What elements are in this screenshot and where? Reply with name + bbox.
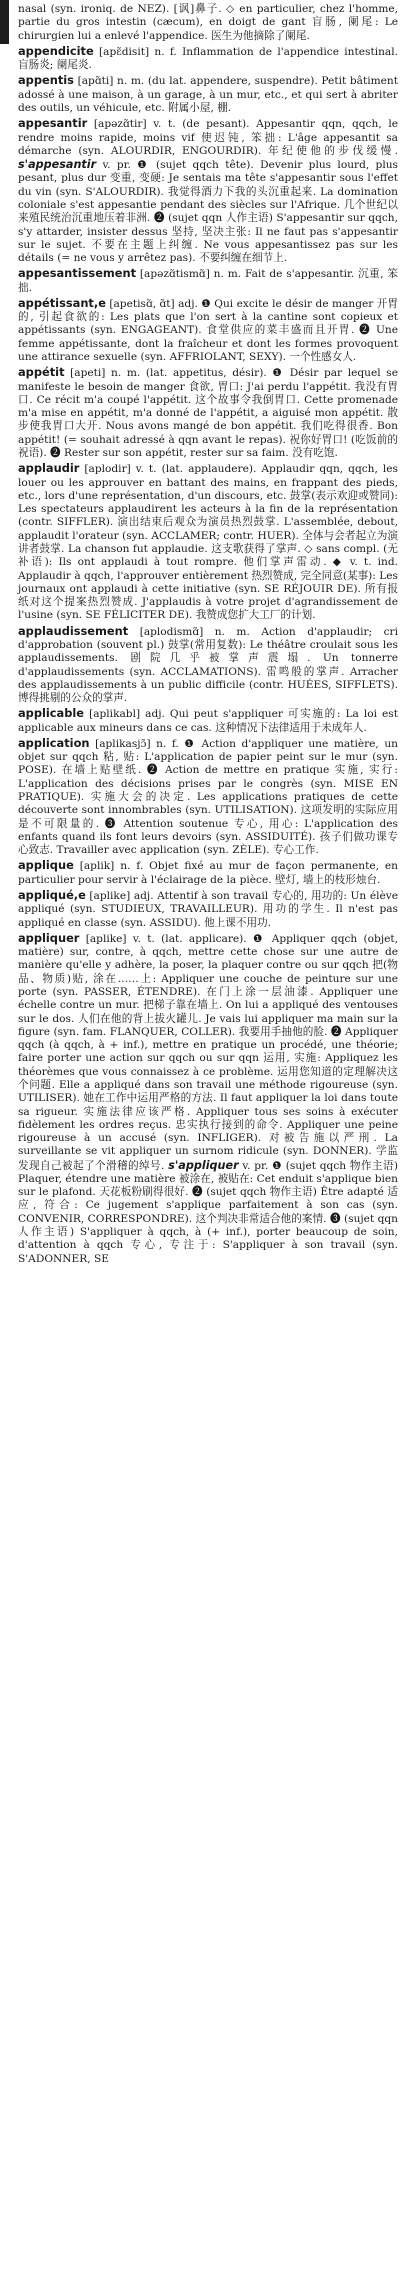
entry-application — [18, 736, 398, 858]
entry-text: v. pr. ❶ (sujet qqch tête). Devenir plus lourd, plus pesant, plus dur 变重, 变硬: Je sentais ma tête s'appesantir sous l'effet du vin (syn. S'ALOURDIR). 我觉得酒力下我的头沉重起来. La domination coloniale s'est appesantie pendant des siècles sur l'Afrique. 几个世纪以来殖民统治沉重地压着非洲. ❷ (sujet qqn 人作主语) S'appesantir sur qqch, s'y attarder, insister dessus 坚持, 坚决主张: Il ne faut pas s'appesantir sur le sujet. 不要在主题上纠缠. Ne vous appesantissez pas sur les détails (= ne vous y arrêtez pas). 不要纠缠在细节上. — [18, 159, 398, 265]
entry-applique-adj — [18, 888, 398, 930]
entry-text: [apəzɑ̃tir] v. t. (de pesant). Appesantir qqn, qqch, le rendre moins rapide, moins vif 使迟钝, 笨拙: L'âge appesantit sa démarche (syn. ALOURDIR, ENGOURDIR). 年纪使他的步伐缓慢. — [18, 118, 398, 157]
headword: applicable — [18, 706, 85, 721]
entry-text: nasal (syn. ironiq. de NEZ). [讽]鼻子. ◇ en particulier, chez l'homme, partie du gros intestin (cæcum), en doigt de gant 盲肠, 阑尾: Le chirurgien lui a enlevé l'appendice. 医生为他摘除了阑尾. — [18, 3, 398, 42]
headword: appétissant,e — [18, 295, 106, 310]
entry-text: [aplike] v. t. (lat. applicare). ❶ Appliquer qqch (objet, matière) sur, contre, à qqch, mettre cette chose sur une autre de manière qu'elle y adhère, la poser, la plaquer contre ou sur qqch 把(物品、物质)贴, 涂在……上: Appliquer une couche de peinture sur une porte (syn. PASSER, ÉTENDRE). 在门上涂一层油漆. Appliquer une échelle contre un mur. 把梯子靠在墙上. On lui a appliqué des ventouses sur le dos. 人们在他的背上拔火罐儿. Je vais lui appliquer ma main sur la figure (syn. fam. FLANQUER, COLLER). 我要用手抽他的脸. ❷ Appliquer qqch (à qqch, à + inf.), mettre en pratique un procédé, une théorie; faire porter une action sur qqch ou sur qqn 运用, 实施: Appliquez les théorèmes que vous connaissez à ce problème. 运用您知道的定理解决这个问题. Elle a appliqué dans son travail une méthode rigoureuse (syn. UTILISER). 她在工作中运用严格的方法. Il faut appliquer la loi dans toute sa rigueur. 实施法律应该严格. Appliquer tous ses soins à exécuter fidèlement les ordres reçus. 忠实执行接到的命令. Appliquer une peine rigoureuse à un accusé (syn. INFLIGER). 对被告施以严刑. La surveillante se vit appliquer un surnom ridicule (syn. DONNER). 学监发现自己被起了个滑稽的绰号. — [18, 932, 399, 1172]
entry-appetit — [18, 365, 398, 460]
headword: applique — [18, 858, 74, 873]
entry-text: [apəzɑ̃tismɑ̃] n. m. Fait de s'appesantir. 沉重, 笨拙. — [18, 268, 398, 294]
headword: appesantir — [18, 116, 88, 131]
page-edge-tab — [0, 0, 9, 44]
entry-appentis — [18, 73, 398, 115]
sub-headword: s'appesantir — [18, 158, 97, 172]
entry-text: [aplodismɑ̃] n. m. Action d'applaudir; cri d'approbation (souvent pl.) 鼓掌(常用复数): Le théâtre croulait sous les applaudissements. 剧院几乎被掌声震塌. Un tonnerre d'applaudissements (syn. ACCLAMATIONS). 雷鸣般的掌声. Arracher des applaudissements à un public difficile (contr. HUÉES, SIFFLETS). 博得挑剔的公众的掌声. — [18, 625, 398, 705]
entry-appliquer — [18, 931, 398, 1266]
entry-appesantissement — [18, 266, 398, 295]
entry-text: [aplodir] v. t. (lat. applaudere). Applaudir qqn, qqch, les louer ou les approuver en battant des mains, en frappant des pieds, etc., lors d'une représentation, d'un discours, etc. 鼓掌(表示欢迎或赞同): Les spectateurs applaudirent les acteurs à la fin de la représentation (contr. SIFFLER). 演出结束后观众为演员热烈鼓掌. L'assemblée, debout, applaudit l'orateur (syn. ACCLAMER; contr. HUER). 全体与会者起立为演讲者鼓掌. La chanson fut applaudie. 这支歌获得了掌声. ◇ sans compl. (无补语): Ils ont applaudi à tout rompre. 他们掌声雷动. ◆ v. t. ind. Applaudir à qqch, l'approuver entièrement 热烈赞成, 完全同意(某事): Les journaux ont applaudi à cette initiative (syn. SE RÉJOUIR DE). 所有报纸对这个提案热烈赞成. J'applaudis à votre projet d'agrandissement de l'usine (syn. SE FÉLICITER DE). 我赞成您扩大工厂的计划. — [18, 463, 398, 622]
entry-text: [apɛ̃disit] n. f. Inflammation de l'appendice intestinal. 盲肠炎; 阑尾炎. — [18, 45, 398, 72]
entry-appetissant — [18, 296, 398, 364]
entry-text: [aplike] adj. Attentif à son travail 专心的, 用功的: Un élève appliqué (syn. STUDIEUX, TRAVAILLEUR). 用功的学生. Il n'est pas appliqué en classe (syn. ASSIDU). 他上课不用功. — [18, 890, 399, 929]
headword: appendicite — [18, 43, 94, 58]
headword: appétit — [18, 365, 65, 380]
headword: appentis — [18, 73, 74, 88]
entry-applaudissement — [18, 624, 398, 706]
entry-text: [apɑ̃ti] n. m. (du lat. appendere, suspendre). Petit bâtiment adossé à une maison, à un garage, à un mur, etc., et qui sert à abriter des outils, un véhicule, etc. 附属小屋, 棚. — [18, 75, 398, 114]
entry-text: [apetisɑ̃, ɑ̃t] adj. ❶ Qui excite le désir de manger 开胃的, 引起食欲的: Les plats que l'on sert à la cantine sont copieux et appétissants (syn. ENGAGEANT). 食堂供应的菜丰盛而且开胃. ❷ Une femme appétissante, dont la fraîcheur et dont les formes provoquent une attirance sexuelle (syn. AFFRIOLANT, SEXY). 一个性感女人. — [18, 297, 398, 364]
headword: applaudir — [18, 461, 80, 476]
headword: application — [18, 735, 90, 750]
entry-appesantir — [18, 116, 398, 265]
headword: appliqué,e — [18, 888, 86, 902]
headword: applaudissement — [18, 623, 129, 638]
dictionary-page — [18, 3, 398, 1267]
headword: appliquer — [18, 930, 80, 945]
entry-continuation — [18, 3, 398, 43]
entry-text: [aplik] n. f. Objet fixé au mur de façon permanente, en particulier pour servir à l'éclairage de la pièce. 壁灯, 墙上的枝形烛台. — [18, 860, 398, 886]
entry-text: [aplikasjɔ̃] n. f. ❶ Action d'appliquer une matière, un objet sur qqch 粘, 贴: L'application de papier peint sur le mur (syn. POSE). 在墙上贴壁纸. ❷ Action de mettre en pratique 实施, 实行: L'application des décisions prises par le congrès (syn. MISE EN PRATIQUE). 实施大会的决定. Les applications pratiques de cette découverte sont innombrables (syn. UTILISATION). 这项发明的实际应用是不可限量的. ❸ Attention soutenue 专心, 用心: L'application des enfants quand ils font leurs devoirs (syn. ASSIDUITÉ). 孩子们做功课专心致志. Travailler avec application (syn. ZÈLE). 专心工作. — [18, 737, 398, 857]
entry-applique — [18, 858, 398, 887]
entry-text: [apeti] n. m. (lat. appetitus, désir). ❶ Désir par lequel se manifeste le besoin de manger 食欲, 胃口: J'ai perdu l'appétit. 我没有胃口. Ce récit m'a coupé l'appétit. 这个故事令我倒胃口. Cette promenade m'a mise en appétit, m'a donné de l'appétit, a aiguisé mon appétit. 散步使我胃口大开. Nous avons mangé de bon appétit. 我们吃得很香. Bon appétit! (= souhait adressé à qqn avant le repas). 祝你好胃口! (吃饭前的祝语). ❷ Rester sur son appétit, rester sur sa faim. 没有吃饱. — [18, 367, 398, 459]
entry-text: [aplikabl] adj. Qui peut s'appliquer 可实施的: La loi est applicable aux mineurs dans ce cas. 这种情况下法律适用于未成年人. — [18, 708, 398, 734]
entry-appendicite — [18, 44, 398, 73]
entry-text: v. pr. ❶ (sujet qqch 物作主语) Plaquer, étendre une matière 被涂在, 被贴在: Cet enduit s'applique bien sur le plafond. 天花板粉刷得很好. ❷ (sujet qqch 物作主语) Être adapté 适应, 符合: Ce jugement s'applique parfaitement à son cas (syn. CONVENIR, CORRESPONDRE). 这个判决非常适合他的案情. ❸ (sujet qqn 人作主语) S'appliquer à qqch, à (+ inf.), porter beaucoup de soin, d'attention à qqch 专心, 专注于: S'appliquer à son travail (syn. S'ADONNER, SE — [18, 1159, 398, 1265]
sub-headword: s'appliquer — [168, 1158, 239, 1172]
entry-applicable — [18, 706, 398, 735]
headword: appesantissement — [18, 266, 137, 281]
entry-applaudir — [18, 461, 398, 622]
